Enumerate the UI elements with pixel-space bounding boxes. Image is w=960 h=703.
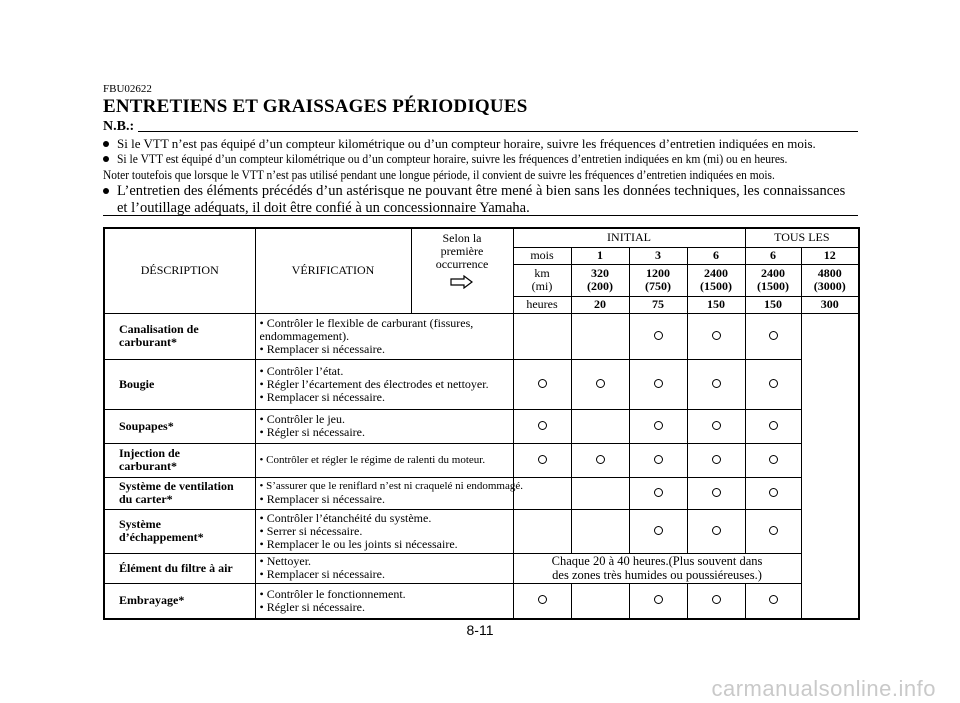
- description-line: Injection de: [119, 446, 180, 460]
- km-label: 2400: [704, 266, 729, 280]
- verification-line: • Remplacer si nécessaire.: [259, 567, 385, 581]
- row-verification: [255, 583, 513, 619]
- circle-mark-icon: [769, 421, 778, 430]
- row-description: [104, 477, 255, 509]
- mi-label: (3000): [813, 279, 846, 293]
- circle-mark-icon: [769, 526, 778, 535]
- note-bullet-2: [103, 151, 858, 183]
- km-label: 2400: [761, 266, 786, 280]
- row-verification: [255, 477, 523, 509]
- interval-cell: [687, 359, 745, 409]
- row-verification: [255, 359, 513, 409]
- circle-mark-icon: [654, 421, 663, 430]
- interval-cell: [745, 583, 801, 619]
- circle-mark-icon: [712, 488, 721, 497]
- row-description: [104, 553, 255, 583]
- km-value: [687, 264, 745, 296]
- interval-cell: [745, 359, 801, 409]
- section-divider: [103, 215, 858, 216]
- interval-cell: [513, 313, 571, 359]
- note-text-2b: Noter toutefois que lorsque le VTT n’est pas utilisé pendant une longue période, il convient de suivre les fréquences d’entretien indiquées en mois.: [103, 167, 775, 182]
- header-every: TOUS LES: [745, 228, 859, 247]
- description-line: carburant*: [119, 459, 177, 473]
- interval-cell: [629, 409, 687, 443]
- mi-label: (1500): [757, 279, 790, 293]
- interval-cell: [629, 443, 687, 477]
- interval-cell: [687, 583, 745, 619]
- description-line: Embrayage*: [119, 593, 185, 608]
- header-description: DÉSCRIPTION: [104, 228, 255, 313]
- circle-mark-icon: [712, 455, 721, 464]
- verification-line: • S’assurer que le reniflard n’est ni craquelé ni endommagé.: [259, 480, 523, 492]
- verification-line: • Remplacer le ou les joints si nécessaire.: [259, 536, 458, 551]
- verification-line: • Contrôler l’étanchéité du système.: [259, 510, 432, 525]
- verification-line: • Remplacer si nécessaire.: [259, 492, 385, 506]
- table-row: [104, 553, 859, 583]
- row-verification: [255, 509, 513, 553]
- table-row: [104, 313, 859, 359]
- verification-line: • Contrôler le fonctionnement.: [259, 586, 406, 601]
- interval-cell: [513, 443, 571, 477]
- row-description: [104, 409, 255, 443]
- note-bullet-3: [103, 183, 858, 217]
- note-line: des zones très humides ou poussiéreuses.): [552, 568, 762, 582]
- interval-cell: [687, 443, 745, 477]
- interval-cell: [571, 359, 629, 409]
- unit-km-label: km: [534, 266, 550, 280]
- page-number: 8-11: [466, 622, 494, 638]
- km-label: 1200: [646, 266, 670, 280]
- description-line: Soupapes*: [119, 418, 174, 433]
- verification-line: • Contrôler et régler le régime de ralenti du moteur.: [259, 453, 486, 466]
- table-row: [104, 409, 859, 443]
- km-value: [571, 264, 629, 296]
- row-description: [104, 583, 255, 619]
- table-row: [104, 509, 859, 553]
- mois-value: 3: [629, 247, 687, 264]
- interval-cell: [513, 583, 571, 619]
- mois-value: 6: [687, 247, 745, 264]
- circle-mark-icon: [769, 595, 778, 604]
- interval-cell: [687, 409, 745, 443]
- circle-mark-icon: [769, 379, 778, 388]
- verification-line: • Régler si nécessaire.: [259, 425, 365, 439]
- mois-value: 12: [801, 247, 859, 264]
- interval-cell: [629, 313, 687, 359]
- interval-cell: [629, 359, 687, 409]
- mois-value: 6: [745, 247, 801, 264]
- right-arrow-icon: [450, 275, 474, 289]
- bullet-dot-icon: [103, 188, 109, 194]
- row-description: [104, 443, 255, 477]
- verification-line: • Régler l’écartement des électrodes et nettoyer.: [259, 376, 489, 391]
- nb-divider: [138, 131, 858, 132]
- maintenance-table: [103, 227, 860, 620]
- circle-mark-icon: [596, 379, 605, 388]
- heures-value: 150: [745, 296, 801, 313]
- header-first-occurrence: [411, 228, 513, 296]
- circle-mark-icon: [712, 331, 721, 340]
- verification-line: • Régler si nécessaire.: [259, 599, 365, 614]
- row-description: [104, 509, 255, 553]
- header-first-blank: [411, 296, 513, 313]
- interval-cell: [745, 443, 801, 477]
- interval-cell: [513, 509, 571, 553]
- header-first-line-1: Selon la: [442, 231, 482, 245]
- mois-value: 1: [571, 247, 629, 264]
- watermark: carmanualsonline.info: [711, 676, 936, 701]
- mi-label: (1500): [700, 279, 733, 293]
- note-text-1: Si le VTT n’est pas équipé d’un compteur kilométrique ou d’un compteur horaire, suivre les fréquences d’entretien indiquées en mois.: [117, 136, 816, 151]
- km-value: [629, 264, 687, 296]
- unit-mois: mois: [513, 247, 571, 264]
- interval-cell: [629, 509, 687, 553]
- km-label: 320: [591, 266, 609, 280]
- circle-mark-icon: [654, 526, 663, 535]
- km-label: 4800: [817, 266, 842, 280]
- verification-line: • Remplacer si nécessaire.: [259, 389, 385, 404]
- interval-cell: [571, 477, 629, 509]
- note-text-2: Si le VTT est équipé d’un compteur kilométrique ou d’un compteur horaire, suivre les fréquences d’entretien indiquées en km (mi) ou en heures.: [117, 151, 788, 166]
- circle-mark-icon: [712, 421, 721, 430]
- circle-mark-icon: [712, 379, 721, 388]
- circle-mark-icon: [712, 526, 721, 535]
- nb-label: N.B.:: [103, 119, 135, 134]
- interval-cell: [745, 409, 801, 443]
- heures-value: 20: [571, 296, 629, 313]
- circle-mark-icon: [769, 455, 778, 464]
- description-line: Élément du filtre à air: [119, 560, 233, 575]
- description-line: du carter*: [119, 492, 173, 506]
- verification-line: • Remplacer si nécessaire.: [259, 341, 385, 356]
- verification-line: • Serrer si nécessaire.: [259, 523, 363, 538]
- circle-mark-icon: [769, 488, 778, 497]
- maintenance-rows: [104, 313, 859, 619]
- km-value: [745, 264, 801, 296]
- circle-mark-icon: [654, 595, 663, 604]
- circle-mark-icon: [538, 421, 547, 430]
- mi-label: (750): [645, 279, 671, 293]
- table-row: [104, 477, 859, 509]
- verification-line: endommagement).: [259, 328, 350, 343]
- page-title: ENTRETIENS ET GRAISSAGES PÉRIODIQUES: [103, 96, 528, 117]
- verification-line: • Contrôler l’état.: [259, 363, 344, 378]
- interval-note: [513, 553, 801, 583]
- interval-cell: [629, 583, 687, 619]
- verification-line: • Nettoyer.: [259, 554, 312, 568]
- row-verification: [255, 553, 513, 583]
- description-line: Système: [119, 517, 161, 531]
- circle-mark-icon: [654, 455, 663, 464]
- unit-heures: heures: [513, 296, 571, 313]
- circle-mark-icon: [712, 595, 721, 604]
- circle-mark-icon: [654, 488, 663, 497]
- interval-cell: [571, 313, 629, 359]
- interval-cell: [571, 443, 629, 477]
- bullet-dot-icon: [103, 156, 109, 162]
- header-verification: VÉRIFICATION: [255, 228, 411, 313]
- interval-cell: [745, 509, 801, 553]
- interval-cell: [687, 313, 745, 359]
- table-row: [104, 443, 859, 477]
- mi-label: (200): [587, 279, 613, 293]
- row-verification: [255, 313, 513, 359]
- interval-cell: [687, 509, 745, 553]
- note-text-3: L’entretien des éléments précédés d’un astérisque ne pouvant être mené à bien sans les données techniques, les connaissances et l’outillage adéquats, il doit être confié à un concessionnaire Yamaha.: [117, 183, 846, 216]
- description-line: Canalisation de: [119, 322, 199, 336]
- table-row: [104, 583, 859, 619]
- row-verification: [255, 409, 513, 443]
- interval-cell: [571, 583, 629, 619]
- document-code: FBU02622: [103, 83, 152, 95]
- nb-header: [103, 119, 858, 135]
- note-bullet-1: [103, 136, 858, 152]
- verification-line: • Contrôler le jeu.: [259, 412, 346, 426]
- interval-cell: [629, 477, 687, 509]
- circle-mark-icon: [654, 331, 663, 340]
- row-description: [104, 313, 255, 359]
- header-initial: INITIAL: [513, 228, 745, 247]
- interval-cell: [513, 359, 571, 409]
- unit-mi-label: (mi): [531, 279, 553, 293]
- description-line: Système de ventilation: [119, 479, 234, 493]
- header-first-line-2: première: [440, 244, 484, 258]
- description-line: d’échappement*: [119, 530, 204, 544]
- table-row: [104, 359, 859, 409]
- verification-line: • Contrôler le flexible de carburant (fissures,: [259, 315, 474, 330]
- unit-km: [513, 264, 571, 296]
- heures-value: 75: [629, 296, 687, 313]
- description-line: Bougie: [119, 376, 155, 391]
- interval-cell: [571, 409, 629, 443]
- heures-value: 150: [687, 296, 745, 313]
- km-value: [801, 264, 859, 296]
- circle-mark-icon: [538, 595, 547, 604]
- circle-mark-icon: [538, 379, 547, 388]
- heures-value: 300: [801, 296, 859, 313]
- header-first-line-3: occurrence: [435, 257, 489, 271]
- interval-cell: [745, 313, 801, 359]
- circle-mark-icon: [769, 331, 778, 340]
- interval-cell: [687, 477, 745, 509]
- bullet-dot-icon: [103, 141, 109, 147]
- circle-mark-icon: [538, 455, 547, 464]
- description-line: carburant*: [119, 335, 177, 349]
- note-line: Chaque 20 à 40 heures.(Plus souvent dans: [551, 554, 763, 568]
- row-description: [104, 359, 255, 409]
- interval-cell: [571, 509, 629, 553]
- interval-cell: [513, 409, 571, 443]
- row-verification: [255, 443, 513, 477]
- circle-mark-icon: [596, 455, 605, 464]
- interval-cell: [745, 477, 801, 509]
- circle-mark-icon: [654, 379, 663, 388]
